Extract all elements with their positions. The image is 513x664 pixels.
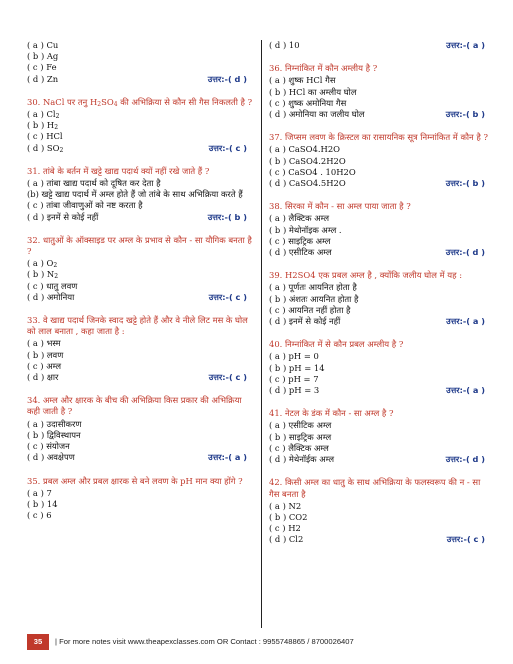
option: ( a ) Cu <box>27 40 59 50</box>
option: ( b ) $H_2$ <box>27 120 59 132</box>
column-divider <box>261 40 262 628</box>
option: ( a ) एसीटिक अम्ल <box>269 420 332 431</box>
question-30 <box>27 97 253 154</box>
question-41 <box>269 408 491 465</box>
option: ( b ) pH = 14 <box>269 362 325 373</box>
option: ( c ) तांबा जीवाणुओं को नष्ट करता है <box>27 200 143 211</box>
option: ( b ) मेथोनॉइक अम्ल . <box>269 224 342 235</box>
option: ( b ) लवण <box>27 349 64 360</box>
option-with-answer: ( d ) 10 उत्तर:-( a ) <box>269 40 485 50</box>
question-stem: 32. धातुओं के ऑक्साइड पर अम्ल के प्रभाव से कौन - सा यौगिक बनता है ? <box>27 234 252 257</box>
answer-label: उत्तर:-( a ) <box>208 452 247 463</box>
answer-label: उत्तर:-( c ) <box>208 142 247 153</box>
option: ( c ) अम्ल <box>27 360 62 371</box>
answer-label: उत्तर:-( c ) <box>208 291 247 302</box>
question-37 <box>269 132 491 189</box>
option: ( b ) HCl का अम्लीय घोल <box>269 86 357 97</box>
option-with-answer: ( d ) अमोनिया उत्तर:-( c ) <box>27 291 247 302</box>
option-with-answer: ( d ) Cl2 उत्तर:-( c ) <box>269 534 485 545</box>
option: ( b ) 14 <box>27 498 58 509</box>
question-31 <box>27 166 253 223</box>
answer-label: उत्तर:-( b ) <box>445 178 485 189</box>
question-38 <box>269 201 491 258</box>
option: ( a ) शुष्क HCl गैस <box>269 75 336 86</box>
option: ( c ) CaSO4 . 10H2O <box>269 166 356 177</box>
option-with-answer: ( d ) क्षार उत्तर:-( c ) <box>27 372 247 383</box>
option: ( c ) शुष्क अमोनिया गैस <box>269 97 347 108</box>
option: ( b ) अंशतः आयनित होता है <box>269 293 359 304</box>
answer-label: उत्तर:-( b ) <box>445 109 485 120</box>
option-with-answer: ( d ) इनमें से कोई नहीं उत्तर:-( a ) <box>269 316 485 327</box>
question-stem: 38. सिरका में कौन - सा अम्ल पाया जाता है ? <box>269 201 411 212</box>
question-36 <box>269 63 491 120</box>
question-stem: 39. H2SO4 एक प्रबल अम्ल है , क्योंकि जलीय घोल में यह : <box>269 270 463 281</box>
option: ( b ) $N_2$ <box>27 269 59 281</box>
page-footer <box>27 634 493 650</box>
option: ( a ) उदासीकरण <box>27 418 82 429</box>
question-stem: 30. NaCl पर तनु $H_2SO_4$ की अभिक्रिया से कौन सी गैस निकलती है ? <box>27 96 253 108</box>
question-42 <box>269 477 491 545</box>
answer-label: उत्तर:-( d ) <box>445 247 485 258</box>
question-29-options <box>27 40 253 85</box>
right-column <box>269 40 491 546</box>
option-with-answer: ( d ) $SO_2$ उत्तर:-( c ) <box>27 142 247 154</box>
answer-label: उत्तर:-( c ) <box>208 372 247 383</box>
option-with-answer: ( d ) CaSO4.5H2O उत्तर:-( b ) <box>269 178 485 189</box>
option: ( c ) H2 <box>269 523 301 534</box>
option: ( a ) भस्म <box>27 338 61 349</box>
option-with-answer: ( d ) अमोनिया का जलीय घोल उत्तर:-( b ) <box>269 109 485 120</box>
option: ( c ) HCl <box>27 131 63 142</box>
option: ( a ) लैक्टिक अम्ल <box>269 213 330 224</box>
footer-contact-text: | For more notes visit www.theapexclasses.com OR Contact : 9955748865 / 8700026407 <box>55 637 354 646</box>
answer-label: उत्तर:-( b ) <box>207 211 247 222</box>
answer-label: उत्तर:-( a ) <box>446 316 485 327</box>
question-stem: 35. प्रबल अम्ल और प्रबल क्षारक से बने लवण के pH मान क्या होंगे ? <box>27 475 243 486</box>
answer-label: उत्तर:-( a ) <box>446 40 485 50</box>
option: ( a ) 7 <box>27 487 52 498</box>
answer-label: उत्तर:-( d ) <box>445 454 485 465</box>
option-with-answer: ( d ) मेथेनॉईक अम्ल उत्तर:-( d ) <box>269 454 485 465</box>
option-with-answer: ( d ) एसीटिक अम्ल उत्तर:-( d ) <box>269 247 485 258</box>
question-40 <box>269 339 491 396</box>
question-stem: 42. किसी अम्ल का धातु के साथ अभिक्रिया के फलस्वरूप की न - सा गैस बनता है <box>269 477 481 499</box>
option: ( a ) pH = 0 <box>269 351 319 362</box>
option: ( c ) संयोजन <box>27 441 70 452</box>
answer-label: उत्तर:-( c ) <box>446 534 485 545</box>
question-39 <box>269 270 491 327</box>
option: ( a ) N2 <box>269 500 302 511</box>
option: ( c ) साइट्रिक अम्ल <box>269 235 331 246</box>
option: ( b ) CO2 <box>269 511 308 522</box>
answer-label: उत्तर:-( a ) <box>446 385 485 396</box>
option: (b) खट्टे खाद्य पदार्थ में अम्ल होते हैं जो तांबे के साथ अभिक्रिया करते हैं <box>27 189 243 200</box>
question-34 <box>27 395 253 463</box>
option: ( a ) $O_2$ <box>27 258 58 270</box>
question-stem: 31. तांबे के बर्तन में खट्टे खाद्य पदार्थ क्यों नहीं रखे जाते हैं ? <box>27 165 210 176</box>
question-stem: 40. निम्नांकित में से कौन प्रबल अम्लीय है ? <box>269 339 404 350</box>
option: ( a ) $Cl_2$ <box>27 109 60 121</box>
option: ( c ) धातु लवण <box>27 280 78 291</box>
question-35 <box>27 476 253 522</box>
question-stem: 37. जिप्सम लवण के क्रिस्टल का रासायनिक सूत्र निम्नांकित में कौन है ? <box>269 132 488 143</box>
option: ( b ) साइट्रिक अम्ल <box>269 431 332 442</box>
question-33 <box>27 315 253 383</box>
option: ( a ) CaSO4.H2O <box>269 144 341 155</box>
question-stem: 36. निम्नांकित में कौन अम्लीय है ? <box>269 63 378 74</box>
option: ( c ) आयनित नहीं होता है <box>269 304 351 315</box>
option-with-answer: ( d ) इनमें से कोई नहीं उत्तर:-( b ) <box>27 211 247 222</box>
option: ( c ) लैक्टिक अम्ल <box>269 442 329 453</box>
answer-label: उत्तर:-( d ) <box>207 73 247 84</box>
option-with-answer: ( d ) pH = 3 उत्तर:-( a ) <box>269 385 485 396</box>
question-35-continued <box>269 40 491 51</box>
question-32 <box>27 235 253 303</box>
option: ( b ) द्विविस्थापन <box>27 429 81 440</box>
option: ( c ) Fe <box>27 62 57 73</box>
option-with-answer: ( d ) Zn उत्तर:-( d ) <box>27 73 247 84</box>
question-stem: 41. नेटल के डंक में कौन - सा अम्ल है ? <box>269 408 394 419</box>
question-stem: 34. अम्ल और क्षारक के बीच की अभिक्रिया किस प्रकार की अभिक्रिया कही जाती है ? <box>27 395 242 417</box>
option: ( a ) तांबा खाद्य पदार्थ को दूषित कर देता है <box>27 178 161 189</box>
option: ( b ) CaSO4.2H2O <box>269 155 346 166</box>
option-with-answer: ( d ) अवक्षेपण उत्तर:-( a ) <box>27 452 247 463</box>
option: ( c ) 6 <box>27 510 52 521</box>
question-stem: 33. वे खाद्य पदार्थ जिनके स्वाद खट्टे होते हैं और वे नीले लिट मस के घोल को लाल बनाता , कहा जाता है : <box>27 315 248 337</box>
option: ( c ) pH = 7 <box>269 373 319 384</box>
left-column <box>27 40 253 521</box>
option: ( b ) Ag <box>27 51 59 62</box>
page-number-badge: 35 <box>27 634 49 650</box>
option: ( a ) पूर्णतः आयनित होता है <box>269 282 357 293</box>
